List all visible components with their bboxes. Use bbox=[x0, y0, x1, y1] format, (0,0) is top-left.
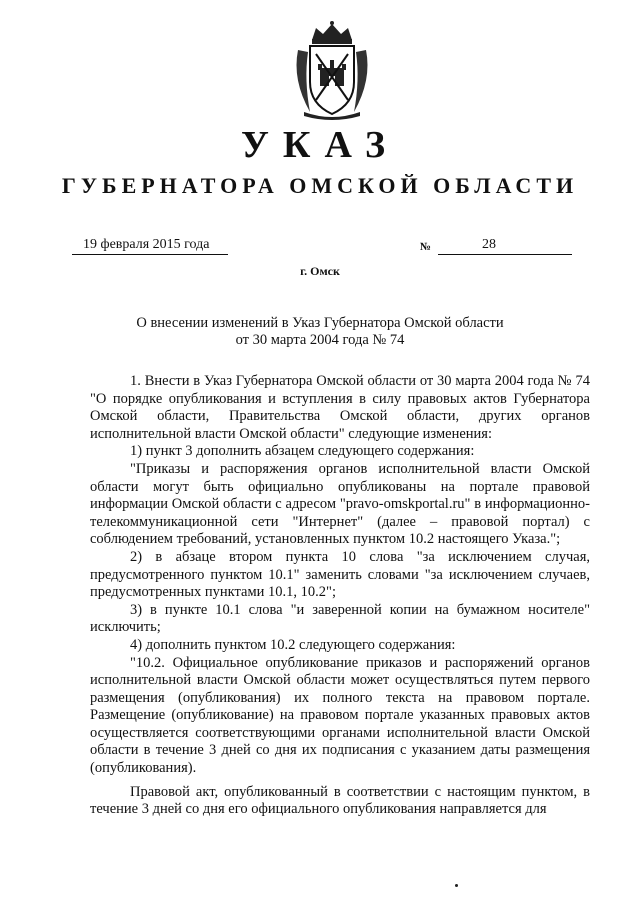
document-title: УКАЗ bbox=[241, 124, 399, 166]
number-label: № bbox=[420, 241, 432, 253]
paragraph-1: 1. Внести в Указ Губернатора Омской области от 30 марта 2004 года № 74 "О порядке опубликования и вступления в силу правовых актов Губернатора Омской области, Правительства Омской области, других органов исполнительной власти Омской области" следующие изменения: bbox=[90, 373, 590, 442]
paragraph-5: 3) в пункте 10.1 слова "и заверенной копии на бумажном носителе" исключить; bbox=[90, 601, 590, 636]
document-city: г. Омск bbox=[300, 264, 340, 278]
paragraph-4: 2) в абзаце втором пункта 10 слова "за исключением случая, предусмотренного пунктом 10.1" заменить словами "за исключением случаев, предусмотренных пунктами 10.1, 10.2"; bbox=[90, 548, 590, 601]
heading-line-1: О внесении изменений в Указ Губернатора Омской области bbox=[136, 315, 504, 331]
document-heading bbox=[100, 315, 540, 349]
document-subtitle: ГУБЕРНАТОРА ОМСКОЙ ОБЛАСТИ bbox=[61, 173, 579, 198]
paragraph-6: 4) дополнить пунктом 10.2 следующего содержания: bbox=[130, 636, 456, 653]
scan-artifact-dot bbox=[455, 884, 458, 887]
paragraph-8: Правовой акт, опубликованный в соответствии с настоящим пунктом, в течение 3 дней со дня его официального опубликования направляется для bbox=[90, 783, 590, 818]
paragraph-2: 1) пункт 3 дополнить абзацем следующего содержания: bbox=[130, 443, 475, 460]
document-body bbox=[90, 373, 590, 819]
coat-of-arms-icon bbox=[290, 20, 374, 120]
heading-line-2: от 30 марта 2004 года № 74 bbox=[235, 332, 405, 348]
document-date: 19 февраля 2015 года bbox=[72, 236, 228, 255]
paragraph-7: "10.2. Официальное опубликование приказов и распоряжений органов исполнительной власти Омской области может осуществляться путем первого размещения (опубликования) их полного текста на правовом портале. Размещение (опубликование) на правовом портале указанных правовых актов осуществляется соответствующими органами исполнительной власти Омской области в течение 3 дней со дня их подписания с указанием даты размещения (опубликования). bbox=[90, 654, 590, 777]
document-number: 28 bbox=[438, 236, 572, 255]
paragraph-3: "Приказы и распоряжения органов исполнительной власти Омской области могут быть официально опубликованы на портале правовой информации Омской области с адресом "pravo-omskportal.ru" в информационно-телекоммуникационной сети "Интернет" (далее – правовой портал) с соблюдением требований, установленных пунктом 10.2 настоящего Указа."; bbox=[90, 460, 590, 548]
